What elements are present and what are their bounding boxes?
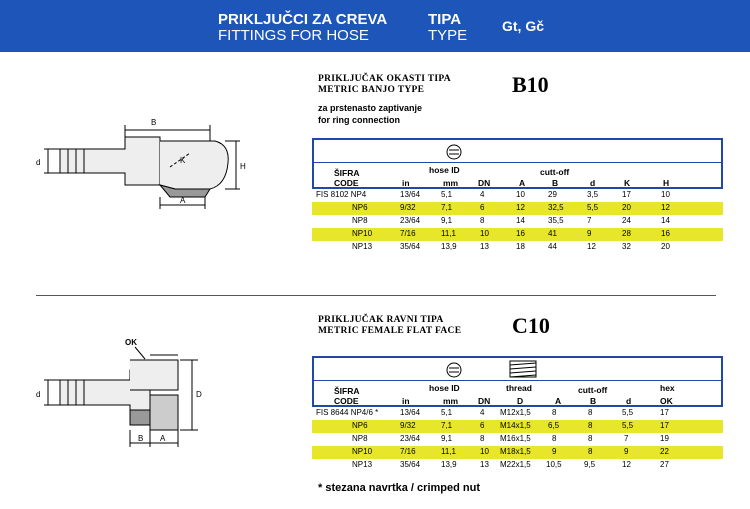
table-cell: 18 — [516, 242, 525, 251]
table-cell: 16 — [661, 229, 670, 238]
table-cell: 28 — [622, 229, 631, 238]
table-cell: 8 — [588, 447, 593, 456]
table-cell: 8 — [480, 216, 485, 225]
table-cell: 13 — [480, 242, 489, 251]
b10-h-sifra: ŠIFRA — [334, 168, 360, 178]
b10-code: B10 — [512, 72, 549, 97]
table-cell: 14 — [661, 216, 670, 225]
c10-label-dbig: D — [196, 390, 202, 399]
table-cell: 11,1 — [441, 447, 456, 456]
table-cell: 9 — [587, 229, 592, 238]
c10-table-body — [312, 407, 723, 475]
table-cell: 8 — [480, 434, 485, 443]
c10-h-code: CODE — [334, 396, 359, 406]
header-title-en: FITTINGS FOR HOSE — [218, 27, 369, 44]
table-cell: 10 — [661, 190, 670, 199]
b10-h-in: in — [402, 178, 410, 188]
b10-h-mm: mm — [443, 178, 459, 188]
table-cell: 7/16 — [400, 229, 416, 238]
table-cell: 35/64 — [400, 460, 421, 469]
table-cell: 9/32 — [400, 421, 416, 430]
table-row — [312, 407, 723, 420]
table-cell: 7,1 — [441, 203, 453, 212]
table-cell: NP8 — [352, 216, 368, 225]
header-type-en: TYPE — [428, 27, 468, 44]
c10-code: C10 — [512, 313, 550, 338]
table-cell: 16 — [516, 229, 525, 238]
table-cell: 19 — [660, 434, 669, 443]
c10-thread-icon — [509, 360, 537, 378]
table-cell: 8 — [588, 434, 593, 443]
b10-cut-icon — [445, 143, 463, 161]
table-cell: 29 — [548, 190, 557, 199]
b10-h-code: CODE — [334, 178, 359, 188]
table-cell: 10 — [480, 447, 489, 456]
table-row — [312, 433, 723, 446]
table-cell: 27 — [660, 460, 669, 469]
b10-h-b: B — [552, 178, 559, 188]
c10-cut-icon — [445, 361, 463, 379]
table-cell: NP6 — [352, 203, 368, 212]
table-cell: 10 — [480, 229, 489, 238]
b10-label-k: K — [180, 156, 186, 165]
table-cell: 5,1 — [441, 190, 453, 199]
table-cell: 10,5 — [546, 460, 562, 469]
header-bar — [0, 0, 750, 52]
table-cell: 13/64 — [400, 190, 421, 199]
table-cell: 7/16 — [400, 447, 416, 456]
table-cell: M22x1,5 — [500, 460, 531, 469]
c10-label-d: d — [36, 390, 41, 399]
table-cell: 11,1 — [441, 229, 456, 238]
table-cell: 5,1 — [441, 408, 453, 417]
table-cell: 23/64 — [400, 216, 421, 225]
table-cell: 41 — [548, 229, 557, 238]
table-cell: FIS 8644 NP4/6 * — [316, 408, 379, 417]
c10-h-in: in — [402, 396, 410, 406]
table-cell: 17 — [660, 408, 669, 417]
table-cell: 9 — [552, 447, 557, 456]
table-cell: 7 — [624, 434, 629, 443]
table-cell: 35/64 — [400, 242, 421, 251]
table-cell: 4 — [480, 190, 485, 199]
table-cell: 13 — [480, 460, 489, 469]
c10-h-sifra: ŠIFRA — [334, 386, 360, 396]
table-cell: 13,9 — [441, 460, 457, 469]
b10-note-sr: za prstenasto zaptivanje — [318, 103, 423, 113]
table-cell: 8 — [552, 408, 557, 417]
table-cell: 20 — [661, 242, 670, 251]
table-cell: 6,5 — [548, 421, 560, 430]
table-cell: 32 — [622, 242, 631, 251]
table-cell: 5,5 — [622, 421, 634, 430]
table-cell: 17 — [622, 190, 631, 199]
table-cell: 32,5 — [548, 203, 564, 212]
b10-label-a: A — [180, 196, 186, 205]
b10-h-k: K — [624, 178, 631, 188]
b10-h-hoseid: hose ID — [429, 165, 460, 175]
table-cell: NP10 — [352, 447, 373, 456]
table-cell: M12x1,5 — [500, 408, 531, 417]
footnote: * stezana navrtka / crimped nut — [318, 482, 480, 494]
table-cell: 5,5 — [622, 408, 634, 417]
table-cell: 3,5 — [587, 190, 599, 199]
table-cell: 9,1 — [441, 216, 453, 225]
table-cell: 9,5 — [584, 460, 596, 469]
table-cell: 35,5 — [548, 216, 564, 225]
b10-h-a: A — [519, 178, 526, 188]
table-cell: 8 — [552, 434, 557, 443]
table-cell: NP8 — [352, 434, 368, 443]
table-cell: 9,1 — [441, 434, 453, 443]
table-cell: 6 — [480, 203, 485, 212]
table-row — [312, 459, 723, 472]
b10-h-d: d — [590, 178, 596, 188]
c10-h-d: d — [626, 396, 632, 406]
c10-h-ok: OK — [660, 396, 673, 406]
table-cell: 12 — [622, 460, 631, 469]
table-cell: NP10 — [352, 229, 373, 238]
table-cell: 4 — [480, 408, 485, 417]
table-row — [312, 189, 723, 202]
b10-title-en: METRIC BANJO TYPE — [318, 85, 425, 95]
table-cell: 6 — [480, 421, 485, 430]
table-cell: 20 — [622, 203, 631, 212]
table-cell: 7,1 — [441, 421, 453, 430]
table-cell: 12 — [661, 203, 670, 212]
b10-table-header — [312, 138, 723, 189]
table-cell: 7 — [587, 216, 592, 225]
table-cell: 10 — [516, 190, 525, 199]
c10-h-dbig: D — [517, 396, 524, 406]
b10-h-dn: DN — [478, 178, 491, 188]
table-cell: 23/64 — [400, 434, 421, 443]
table-cell: 22 — [660, 447, 669, 456]
c10-h-hoseid: hose ID — [429, 383, 460, 393]
section-divider — [36, 295, 716, 296]
table-cell: 13/64 — [400, 408, 421, 417]
header-title-sr: PRIKLJUČCI ZA CREVA — [218, 11, 388, 28]
c10-h-dn: DN — [478, 396, 491, 406]
b10-h-h: H — [663, 178, 670, 188]
table-cell: 8 — [588, 408, 593, 417]
table-cell: 9/32 — [400, 203, 416, 212]
table-cell: 12 — [587, 242, 596, 251]
table-row — [312, 420, 723, 433]
c10-label-ok: OK — [125, 338, 137, 347]
c10-title-en: METRIC FEMALE FLAT FACE — [318, 326, 462, 336]
table-cell: 13,9 — [441, 242, 457, 251]
table-row — [312, 241, 723, 254]
table-cell: 5,5 — [587, 203, 599, 212]
table-cell: M14x1,5 — [500, 421, 531, 430]
c10-title-sr: PRIKLJUČAK RAVNI TIPA — [318, 315, 444, 325]
c10-label-b: B — [138, 434, 144, 443]
table-cell: 17 — [660, 421, 669, 430]
table-cell: NP13 — [352, 460, 373, 469]
c10-h-b: B — [590, 396, 597, 406]
b10-note-en: for ring connection — [318, 115, 400, 125]
table-cell: 44 — [548, 242, 557, 251]
b10-table-body — [312, 189, 723, 257]
b10-label-h: H — [240, 162, 246, 171]
b10-title-sr: PRIKLJUČAK OKASTI TIPA — [318, 74, 451, 84]
table-cell: FIS 8102 NP4 — [316, 190, 367, 199]
table-cell: 24 — [622, 216, 631, 225]
header-type-value: Gt, Gč — [502, 18, 545, 34]
c10-label-a: A — [160, 434, 166, 443]
b10-drawing — [30, 105, 250, 215]
c10-h-a: A — [555, 396, 562, 406]
c10-table-header — [312, 356, 723, 407]
table-cell: 14 — [516, 216, 525, 225]
header-type-sr: TIPA — [428, 11, 462, 28]
table-cell: 8 — [588, 421, 593, 430]
c10-h-cutoff: cutt-off — [578, 385, 608, 395]
c10-h-hex: hex — [660, 383, 675, 393]
table-row — [312, 215, 723, 228]
b10-label-b: B — [151, 118, 157, 127]
table-cell: NP13 — [352, 242, 373, 251]
table-row — [312, 228, 723, 241]
c10-h-mm: mm — [443, 396, 459, 406]
b10-h-cutoff: cutt-off — [540, 167, 570, 177]
table-row — [312, 446, 723, 459]
table-cell: M18x1,5 — [500, 447, 531, 456]
b10-label-d: d — [36, 158, 41, 167]
c10-drawing — [30, 335, 250, 450]
table-cell: NP6 — [352, 421, 368, 430]
table-row — [312, 202, 723, 215]
c10-h-thread: thread — [506, 383, 532, 393]
table-cell: M16x1,5 — [500, 434, 531, 443]
table-cell: 12 — [516, 203, 525, 212]
table-cell: 9 — [624, 447, 629, 456]
